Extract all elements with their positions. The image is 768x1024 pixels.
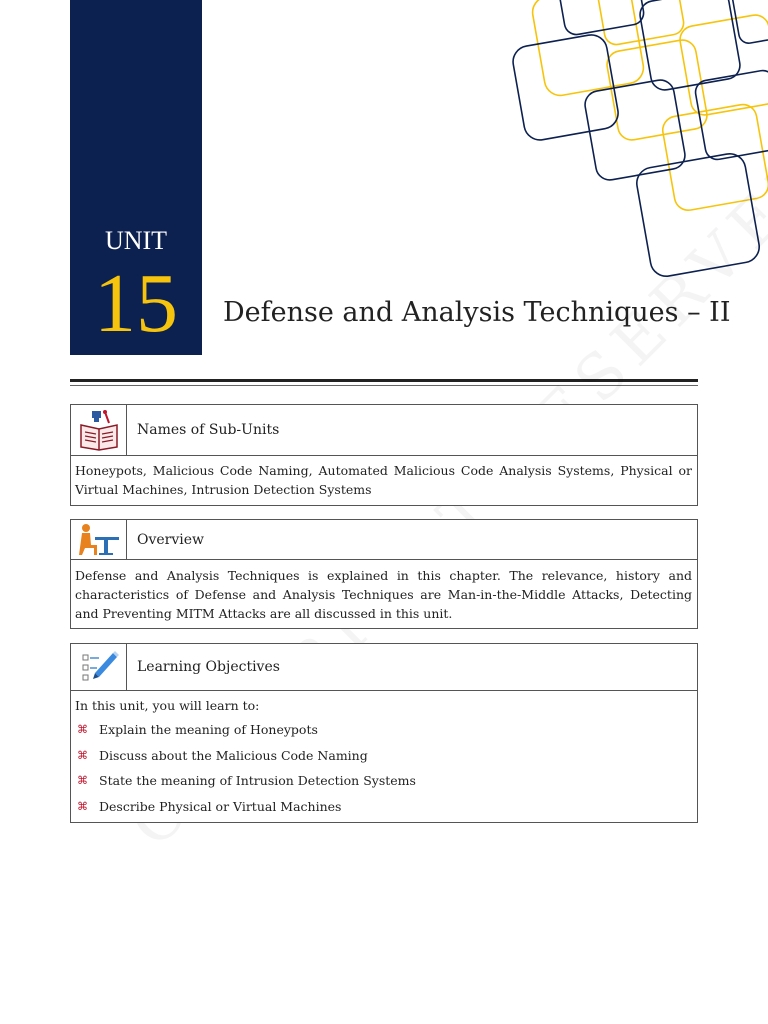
checklist-pen-icon	[71, 644, 127, 690]
learning-objectives-heading: Learning Objectives	[137, 659, 280, 675]
objectives-list	[75, 717, 692, 819]
title-divider-thin	[70, 385, 698, 386]
teacher-at-desk-icon	[71, 520, 127, 559]
objectives-intro: In this unit, you will learn to:	[75, 698, 260, 713]
list-item	[75, 768, 692, 794]
overview-section	[70, 519, 698, 629]
overview-heading: Overview	[137, 531, 205, 548]
sub-units-heading: Names of Sub-Units	[137, 422, 280, 438]
page-title: Defense and Analysis Techniques – II	[223, 297, 731, 328]
overview-text: Defense and Analysis Techniques is explained in this chapter. The relevance, history and characteristics of Defense and Analysis Techniques are Man-in-the-Middle Attacks, Detecting and Preventing MITM Attacks are all discussed in this unit.	[75, 568, 692, 621]
learning-objectives-body	[71, 691, 697, 822]
sub-units-section	[70, 404, 698, 506]
learning-objectives-section	[70, 643, 698, 823]
objective-text: Discuss about the Malicious Code Naming	[99, 747, 368, 763]
reading-book-icon	[71, 405, 127, 455]
bullet-icon: ⌘	[77, 774, 88, 788]
bullet-icon: ⌘	[77, 799, 88, 813]
objective-text: State the meaning of Intrusion Detection Systems	[99, 773, 416, 789]
unit-label: UNIT	[104, 226, 168, 255]
bullet-icon: ⌘	[77, 723, 88, 737]
unit-banner	[70, 0, 202, 355]
learning-objectives-header	[71, 644, 697, 691]
sub-units-text: Honeypots, Malicious Code Naming, Automated Malicious Code Analysis Systems, Physical or Virtual Machines, Intrusion Detection Systems	[75, 463, 692, 497]
title-divider	[70, 379, 698, 382]
unit-number: 15	[94, 257, 178, 350]
list-item	[75, 794, 692, 820]
objective-text: Describe Physical or Virtual Machines	[99, 798, 342, 814]
list-item	[75, 743, 692, 769]
overview-header	[71, 520, 697, 560]
list-item	[75, 717, 692, 743]
sub-units-header	[71, 405, 697, 456]
objective-text: Explain the meaning of Honeypots	[99, 722, 318, 738]
bullet-icon: ⌘	[77, 748, 88, 762]
